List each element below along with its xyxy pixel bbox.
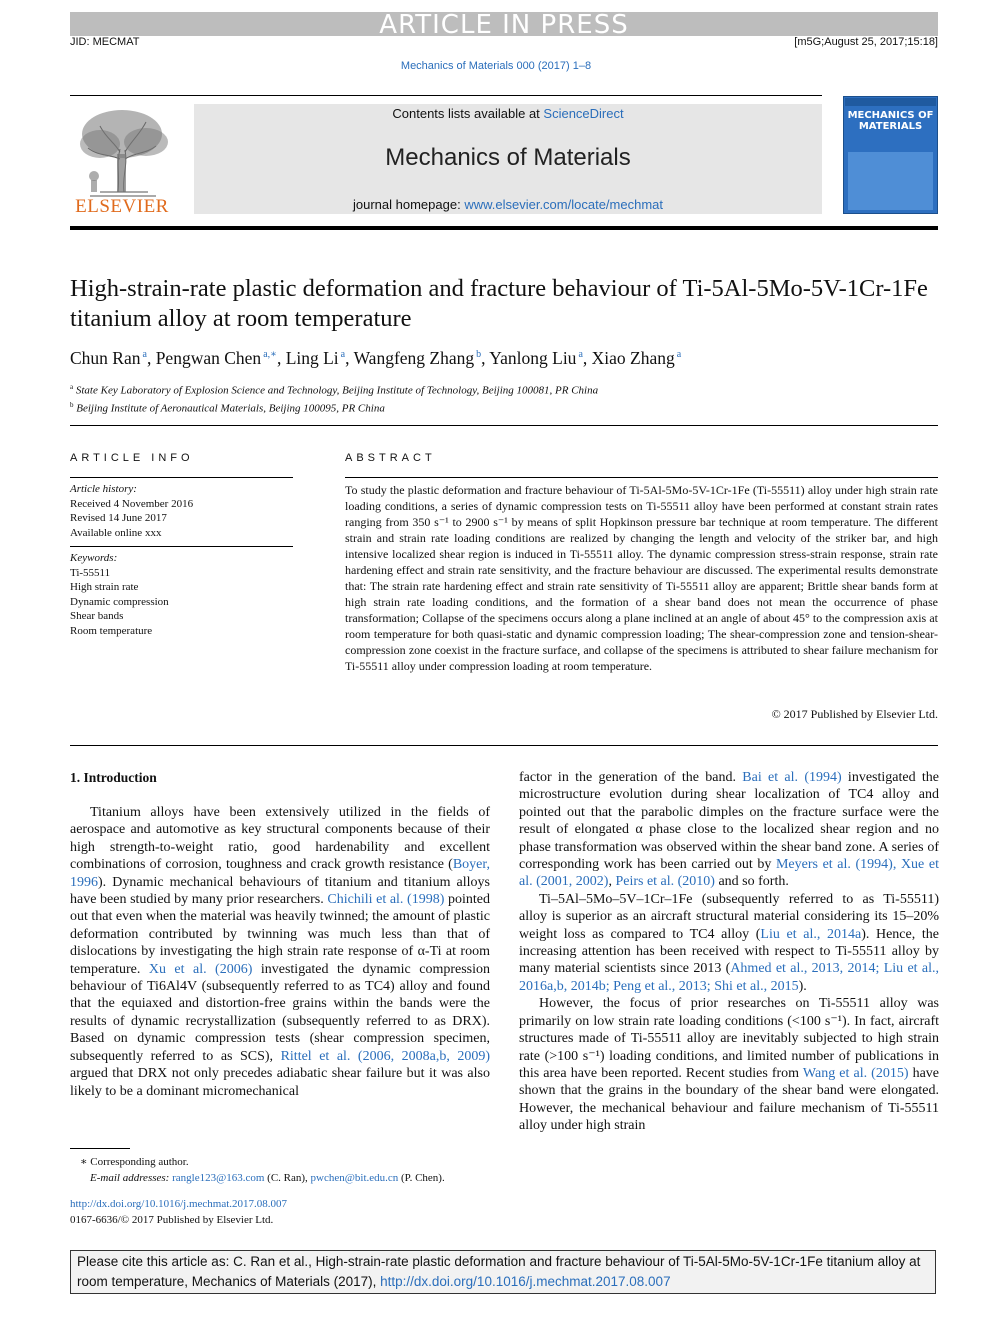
author-name: Wangfeng Zhang — [353, 348, 475, 368]
article-title: High-strain-rate plastic deformation and fracture behaviour of Ti-5Al-5Mo-5V-1Cr-1Fe titanium alloy at room temperature — [70, 275, 928, 332]
affiliation-text: Beijing Institute of Aeronautical Materials, Beijing 100095, PR China — [76, 402, 385, 415]
header-divider-top — [70, 95, 822, 96]
article-info-divider — [70, 477, 293, 478]
abstract-divider — [345, 477, 938, 478]
homepage-link[interactable]: www.elsevier.com/locate/mechmat — [464, 197, 663, 212]
abstract-bottom-divider — [70, 745, 938, 746]
journal-id: JID: MECMAT — [70, 36, 140, 48]
author[interactable] — [70, 348, 147, 368]
journal-cover-title: MECHANICS OF MATERIALS — [847, 110, 934, 132]
body-text: , — [608, 874, 616, 890]
keyword: Ti-55511 — [70, 566, 111, 579]
keywords-divider — [70, 546, 293, 547]
body-text: However, the focus of prior researches on Ti-55511 alloy was primarily on low strain rate loading conditions (<100 s⁻¹). In fact, aircraft structures made of Ti-55511 alloy are inevitably subjected to high strain rate (>100 s⁻¹) loading conditions, and limited number of publications in this area have been reported. Recent studies from — [519, 996, 939, 1081]
body-paragraph — [519, 891, 939, 995]
author-name: Ling Li — [285, 348, 339, 368]
footnote-star: ∗ — [80, 1156, 88, 1168]
contents-prefix: Contents lists available at — [392, 106, 544, 121]
doi-link[interactable]: http://dx.doi.org/10.1016/j.mechmat.2017.08.007 — [70, 1198, 288, 1210]
author[interactable] — [489, 348, 583, 368]
author-affiliation-mark[interactable]: a,∗ — [263, 349, 277, 361]
author-name: Xiao Zhang — [591, 348, 675, 368]
citation-link[interactable]: Boyer, 1996 — [70, 857, 490, 890]
citation-text: Please cite this article as: C. Ran et al., High-strain-rate plastic deformation and fracture behaviour of Ti-5Al-5Mo-5V-1Cr-1Fe titanium alloy at room temperature, Mechanics of Materials (2017), — [77, 1254, 921, 1289]
abstract-copyright: © 2017 Published by Elsevier Ltd. — [771, 707, 938, 721]
body-text: ). Hence, the increasing attention has been received with respect to Ti-55511 alloy by many material scientists since 2013 ( — [519, 926, 939, 977]
keywords-label: Keywords: — [70, 552, 118, 564]
body-text: and so forth. — [714, 874, 789, 890]
body-column-right — [519, 769, 939, 1135]
body-text: Ti–5Al–5Mo–5V–1Cr–1Fe (subsequently referred to as Ti-55511) alloy is superior as an aircraft structural material considering its 15–20% weight loss as compared to TC4 alloy ( — [519, 891, 939, 942]
body-text: factor in the generation of the band. — [519, 770, 743, 785]
keyword: Shear bands — [70, 610, 124, 623]
body-text: ). — [798, 978, 807, 994]
citation-link[interactable]: Xu et al. (2006) — [148, 961, 253, 977]
body-text: investigated the dynamic compression behaviour of Ti6Al4V (subsequently referred to as TC4) alloy and found that the equiaxed and distortion-free grains within the bands were the results of dynamic recrystallization (subsequently referred to as DRX). Based on dynamic compression tests (shear compression specimen, subsequently referred to as SCS), — [70, 961, 490, 1064]
affiliation-mark: b — [70, 401, 74, 410]
citation-box — [70, 1250, 936, 1294]
affiliation-list — [70, 380, 938, 416]
journal-cover-strip — [845, 98, 936, 106]
keywords-block — [70, 551, 293, 639]
body-text: Titanium alloys have been extensively utilized in the fields of aerospace and automotive as key structural components because of their high strength-to-weight ratio, good hardenability and excellent combinations of corrosion, toughness and crack growth resistance ( — [70, 805, 490, 873]
citation-link[interactable]: Chichili et al. (1998) — [327, 892, 445, 908]
author-affiliation-mark[interactable]: a — [142, 349, 147, 361]
affiliation — [70, 380, 938, 398]
title-divider — [70, 425, 938, 426]
citation-link[interactable]: Meyers et al. (1994), Xue et al. (2001, 2002) — [519, 857, 939, 890]
affiliation-text: State Key Laboratory of Explosion Science and Technology, Beijing Institute of Technology, Beijing 100081, PR China — [75, 384, 599, 397]
abstract-text: To study the plastic deformation and fracture behaviour of Ti-5Al-5Mo-5V-1Cr-1Fe (Ti-55511) alloy under high strain rate loading conditions, a series of dynamic compression tests on Ti-55511 alloy have been performed at constant strain rates ranging from 350 s⁻¹ to 2900 s⁻¹ by means of split Hopkinson pressure bar technique at room temperature. The different strain and strain rate loading conditions are realized by changing the length and velocity of the striker bar, and high intensive localized shear region is induced in Ti-55511 alloy. The dynamic compression stress-strain response, strain rate hardening effect and strain rate sensitivity, and the fracture behaviour are discussed. The experimental results demonstrate that: The strain rate hardening effect and strain rate sensitivity of Ti-55511 alloy are apparent; Brittle shear bands form at high strain rate loading conditions, and the formation of a shear band does not mean the occurrence of phase transformation; Collapse of the specimens occurs along a plane inclined at an angle of about 45° to the compression axis at room temperature for both quasi-static and dynamic compression loading; The shear-compression zone and tension-shear-compression zone coexist in the fracture surface, and collapse of the specimens is attributed to shear failure mechanism for Ti-55511 alloy under compression loading at room temperature. — [345, 483, 938, 673]
body-text: have shown that the grains in the boundary of the shear band were elongated. However, the mechanical behaviour and failure mechanism of Ti-55511 alloy under high strain — [519, 1065, 940, 1134]
citation-link[interactable]: Bai et al. (1994) — [742, 770, 842, 785]
build-stamp: [m5G;August 25, 2017;15:18] — [794, 36, 938, 48]
received-date: Received 4 November 2016 — [70, 497, 194, 510]
email-link-chen[interactable]: pwchen@bit.edu.cn — [310, 1172, 399, 1184]
revised-date: Revised 14 June 2017 — [70, 512, 167, 525]
author-affiliation-mark[interactable]: a — [340, 349, 346, 361]
running-head[interactable] — [0, 60, 992, 72]
author-name: Chun Ran — [70, 348, 141, 368]
section-heading-introduction: 1. Introduction — [70, 770, 157, 785]
corresponding-label: Corresponding author. — [90, 1156, 189, 1168]
author-name: Pengwan Chen — [155, 348, 262, 368]
body-paragraph — [519, 995, 939, 1134]
email-label: E-mail addresses: — [90, 1172, 170, 1184]
keyword: Room temperature — [70, 624, 153, 637]
email-owner-ran: (C. Ran), — [264, 1172, 311, 1184]
running-head-link[interactable]: Mechanics of Materials 000 (2017) 1–8 — [400, 60, 592, 72]
author-affiliation-mark[interactable]: a — [578, 349, 583, 361]
contents-line — [194, 106, 822, 121]
corresponding-note — [80, 1154, 520, 1170]
citation-link[interactable]: Wang et al. (2015) — [802, 1065, 909, 1081]
issn-line: 0167-6636/© 2017 Published by Elsevier Ltd. — [70, 1213, 274, 1226]
body-text: ). Dynamic mechanical behaviours of titanium and titanium alloys have been studied by many prior researchers. — [70, 874, 490, 908]
publisher-name: ELSEVIER — [75, 196, 169, 217]
body-text: investigated the microstructure evolution during shear localization of TC4 alloy and pointed out that the parabolic dimples on the fracture surface were the result of elongated α phase close to the localized shear region and no phase transformation was observed within the shear band zone. A series of corresponding work has been carried out by — [519, 770, 939, 873]
journal-cover-panel — [848, 152, 933, 210]
abstract-heading: ABSTRACT — [345, 452, 436, 464]
available-date: Available online xxx — [70, 526, 162, 539]
article-info-heading: ARTICLE INFO — [70, 452, 194, 464]
author-affiliation-mark[interactable]: a — [676, 349, 682, 361]
keyword: Dynamic compression — [70, 595, 169, 608]
citation-link[interactable]: Rittel et al. (2006, 2008a,b, 2009) — [280, 1048, 490, 1064]
sciencedirect-link[interactable]: ScienceDirect — [543, 106, 624, 121]
body-column-left — [70, 804, 490, 1100]
author[interactable] — [156, 348, 277, 368]
citation-link[interactable]: Liu et al., 2014a — [760, 926, 862, 942]
author-name: Yanlong Liu — [489, 348, 577, 368]
affiliation — [70, 398, 938, 416]
article-in-press-banner: ARTICLE IN PRESS — [70, 12, 938, 36]
homepage-prefix: journal homepage: — [353, 197, 465, 212]
author-list: Chun Ran $^a$, Pengwan Chen $^{a,∗}$, Ling Li $^a$, Wangfeng Zhang $^b$, Yanlong Liu $^a$, Xiao Zhang $^a$ — [70, 348, 682, 368]
citation-link[interactable]: Ahmed et al., 2013, 2014; Liu et al., 2016a,b, 2014b; Peng et al., 2013; Shi et al., 2015 — [519, 961, 939, 994]
author[interactable] — [592, 348, 682, 368]
header-divider-bottom — [70, 226, 938, 230]
history-label: Article history: — [70, 483, 137, 495]
footnote-divider — [70, 1148, 130, 1149]
keyword: High strain rate — [70, 581, 139, 594]
citation-doi-link[interactable]: http://dx.doi.org/10.1016/j.mechmat.2017.08.007 — [380, 1274, 671, 1289]
email-owner-chen: (P. Chen). — [398, 1172, 445, 1184]
footnote — [80, 1154, 520, 1186]
body-text: argued that DRX not only precedes adiabatic shear failure but it was also likely to be a dominant micromechanical — [70, 1066, 490, 1099]
doi-block — [70, 1197, 287, 1228]
journal-title: Mechanics of Materials — [385, 144, 631, 171]
body-paragraph — [70, 804, 490, 1100]
journal-homepage-line — [194, 197, 822, 212]
body-text: pointed out that even when the material was heavily twinned; the amount of plastic deformation contributed by twinning was much less than that of dislocations by investigating the high strain rate response of α-Ti at room temperature. — [70, 892, 490, 977]
email-link-ran[interactable]: rangle123@163.com — [172, 1172, 265, 1184]
body-paragraph — [519, 769, 939, 891]
email-line — [80, 1170, 520, 1186]
affiliation-mark: a — [70, 383, 74, 391]
author[interactable] — [286, 348, 345, 368]
article-history — [70, 482, 293, 540]
citation-link[interactable]: Peirs et al. (2010) — [615, 874, 715, 890]
author-affiliation-mark[interactable]: b — [476, 349, 482, 361]
author[interactable] — [354, 348, 482, 368]
